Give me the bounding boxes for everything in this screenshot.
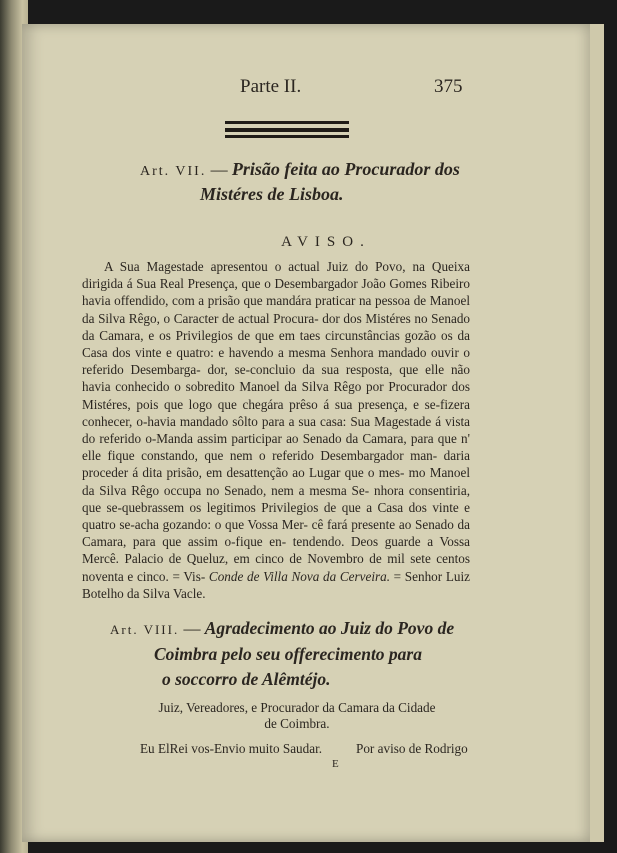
text-line: sobredito Manoel da Silva Rêgo por Procurador dos Mistéres, pois [82,379,470,412]
ornamental-rule [225,121,349,124]
text-line: que a Casa dos vinte e quatro se-acha gozando: o que Vossa Mer- [82,499,470,533]
text-line: daria proceder á dita prisão, em desattenção ao Lugar que o mes- [82,448,471,481]
signature-mark: E [332,758,339,770]
book-page [22,24,590,842]
heading-dash: — [183,619,201,638]
text-line: tendendo. Deos guarde a Vossa Mercê. Palacio de Queluz, em [82,534,470,567]
text-line: = Senhor Luiz Botelho da Silva [82,568,470,601]
letter-address [132,700,462,732]
article-label: Art. VIII. [110,622,180,637]
page-edge [590,24,604,842]
aviso-body [82,258,470,602]
article-title: Prisão feita ao Procurador dos [231,159,460,179]
text-line: nhora consentiria, que se-quebrassem os legitimos Privilegios de [82,482,470,515]
article-7-heading [140,158,480,206]
text-line: dor dos Mistéres no Senado da Camara, e os Privilegios de que [82,310,471,343]
text-line: n' elle fique constando, que nem o referido Desembargador man- [82,431,471,464]
article-8-heading [110,616,478,692]
article-title-cont: Coimbra pelo seu offerecimento para [154,644,422,664]
heading-dash: — [210,160,228,179]
text-line: que logo que chegára prêso á sua presença, e se-fizera conhecer, [82,396,470,429]
text-line: mo Manoel da Silva Rêgo occupa no Senado, nem a mesma Se- [82,465,471,498]
page-header [22,72,590,102]
article-title-cont: o soccorro de Alêmtéjo. [162,669,331,689]
ornamental-rule [225,128,349,132]
text-line: dor, se-concluio da sua resposta, que elle não havia conhecido o [82,362,470,395]
text-line: cê fará presente ao Senado da Camara, para que assim o-fique en- [82,517,471,550]
text-line: cinco de Novembro de mil sete centos noventa e cinco. = Vis- [82,551,470,584]
address-line: de Coimbra. [264,716,330,731]
aviso-heading: AVISO. [281,234,371,250]
text-line: havendo a mesma Senhora mandado ouvir o referido Desembarga- [82,345,470,378]
ornamental-rule [225,135,349,138]
text-line: o-havia mandado sôlto para a sua casa: Sua Magestade á vista do [82,413,470,447]
text-line: Gomes Ribeiro havia offendido, com a prisão que mandára praticar [82,276,470,309]
signatory-name: Conde de Villa Nova da Cerveira. [208,568,391,584]
article-label: Art. VII. [140,164,207,179]
text-line: na pessoa de Manoel da Silva Rêgo, o Caracter de actual Procura- [82,293,471,326]
article-title: Agradecimento ao Juiz do Povo de [204,618,455,638]
text-line: Vacle. [172,585,206,601]
text-line: em taes circunstâncias gozão os da Casa dos vinte e quatro: e [82,327,471,361]
salutation-text: Eu ElRei vos-Envio muito Saudar. [140,741,323,756]
salutation-continuation: Por aviso de Rodrigo [356,741,468,756]
running-head: Parte II. [240,76,302,97]
article-title-cont: Mistéres de Lisboa. [200,184,344,204]
letter-salutation [140,741,500,757]
aviso-paragraph [82,258,470,602]
text-line: referido o-Manda assim participar ao Senado da Camara, para que [99,431,457,447]
text-line: Queixa dirigida á Sua Real Presença, que o Desembargador João [82,259,471,292]
text-line: A Sua Magestade apresentou o actual Juiz do Povo, na [104,259,425,274]
address-line: Juiz, Vereadores, e Procurador da Camara da Cidade [158,700,436,715]
page-number: 375 [434,76,463,97]
